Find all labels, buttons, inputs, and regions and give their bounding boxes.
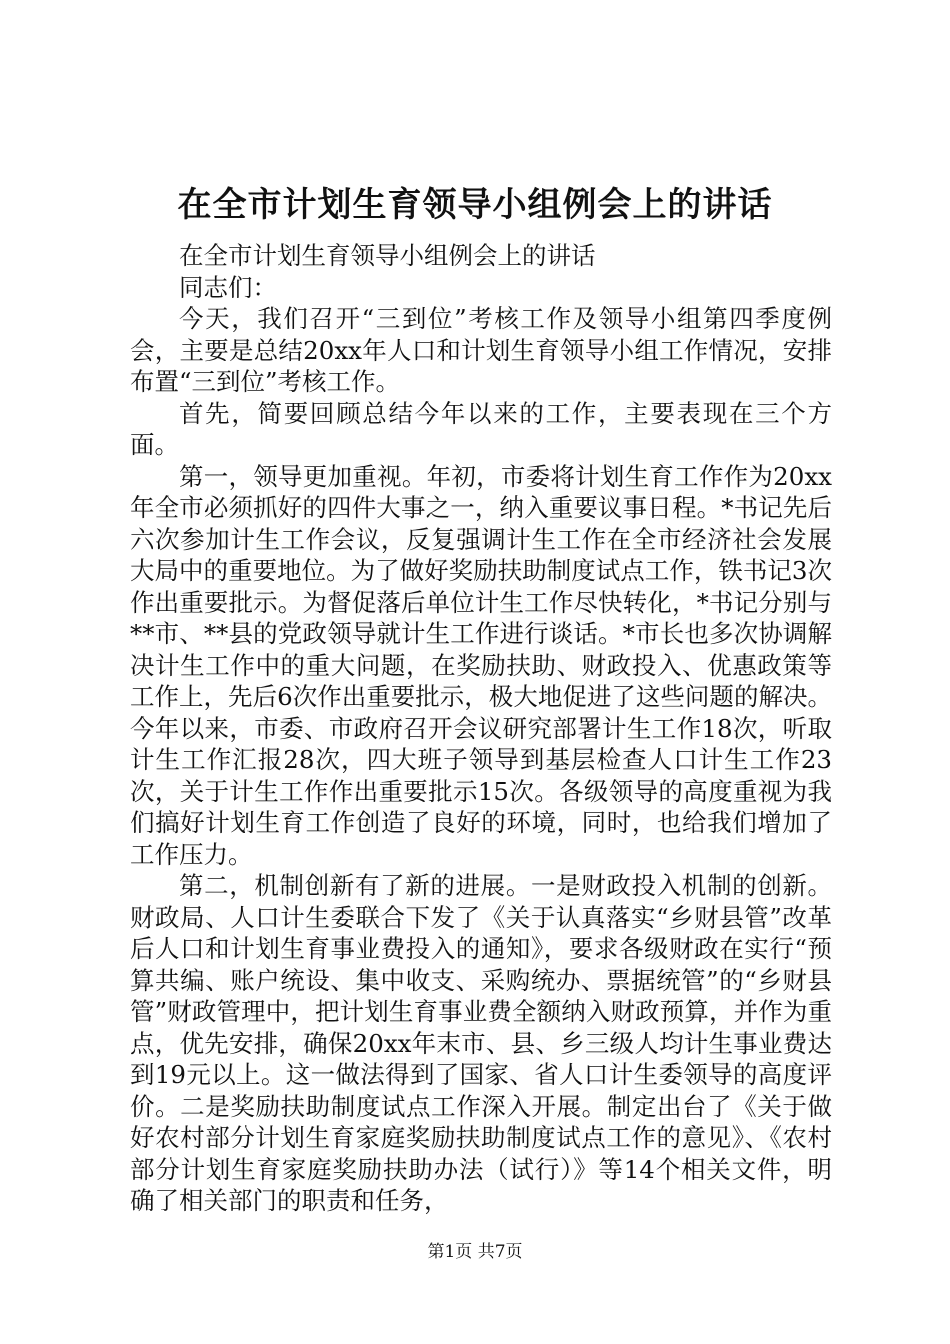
paragraph-review: 首先，简要回顾总结今年以来的工作，主要表现在三个方面。 xyxy=(130,398,832,459)
paragraph-salutation: 同志们： xyxy=(179,272,277,302)
document-body xyxy=(130,240,832,1217)
paragraph-first-point: 第一，领导更加重视。年初，市委将计划生育工作作为20xx年全市必须抓好的四件大事之一，纳入重要议事日程。*书记先后六次参加计生工作会议，反复强调计生工作在全市经济社会发展大局中的重要地位。为了做好奖励扶助制度试点工作，铁书记3次作出重要批示。为督促落后单位计生工作尽快转化，*书记分别与**市、**县的党政领导就计生工作进行谈话。*市长也多次协调解决计生工作中的重大问题，在奖励扶助、财政投入、优惠政策等工作上，先后6次作出重要批示，极大地促进了这些问题的解决。今年以来，市委、市政府召开会议研究部署计生工作18次，听取计生工作汇报28次，四大班子领导到基层检查人口计生工作23次，关于计生工作作出重要批示15次。各级领导的高度重视为我们搞好计划生育工作创造了良好的环境，同时，也给我们增加了工作压力。 xyxy=(130,461,832,869)
paragraph-second-point: 第二，机制创新有了新的进展。一是财政投入机制的创新。财政局、人口计生委联合下发了《关于认真落实“乡财县管”改革后人口和计划生育事业费投入的通知》，要求各级财政在实行“预算共编、账户统设、集中收支、采购统办、票据统管”的“乡财县管”财政管理中，把计划生育事业费全额纳入财政预算，并作为重点，优先安排，确保20xx年末市、县、乡三级人均计生事业费达到19元以上。这一做法得到了国家、省人口计生委领导的高度评价。二是奖励扶助制度试点工作深入开展。制定出台了《关于做好农村部分计划生育家庭奖励扶助制度试点工作的意见》、《农村部分计划生育家庭奖励扶助办法（试行）》等14个相关文件，明确了相关部门的职责和任务， xyxy=(130,871,832,1215)
document-title: 在全市计划生育领导小组例会上的讲话 xyxy=(177,185,773,225)
paragraph-subtitle: 在全市计划生育领导小组例会上的讲话 xyxy=(179,241,596,270)
paragraph-intro: 今天，我们召开“三到位”考核工作及领导小组第四季度例会，主要是总结20xx年人口和计划生育领导小组工作情况，安排布置“三到位”考核工作。 xyxy=(130,304,832,396)
page-number-footer: 第1页 共7页 xyxy=(427,1242,523,1262)
